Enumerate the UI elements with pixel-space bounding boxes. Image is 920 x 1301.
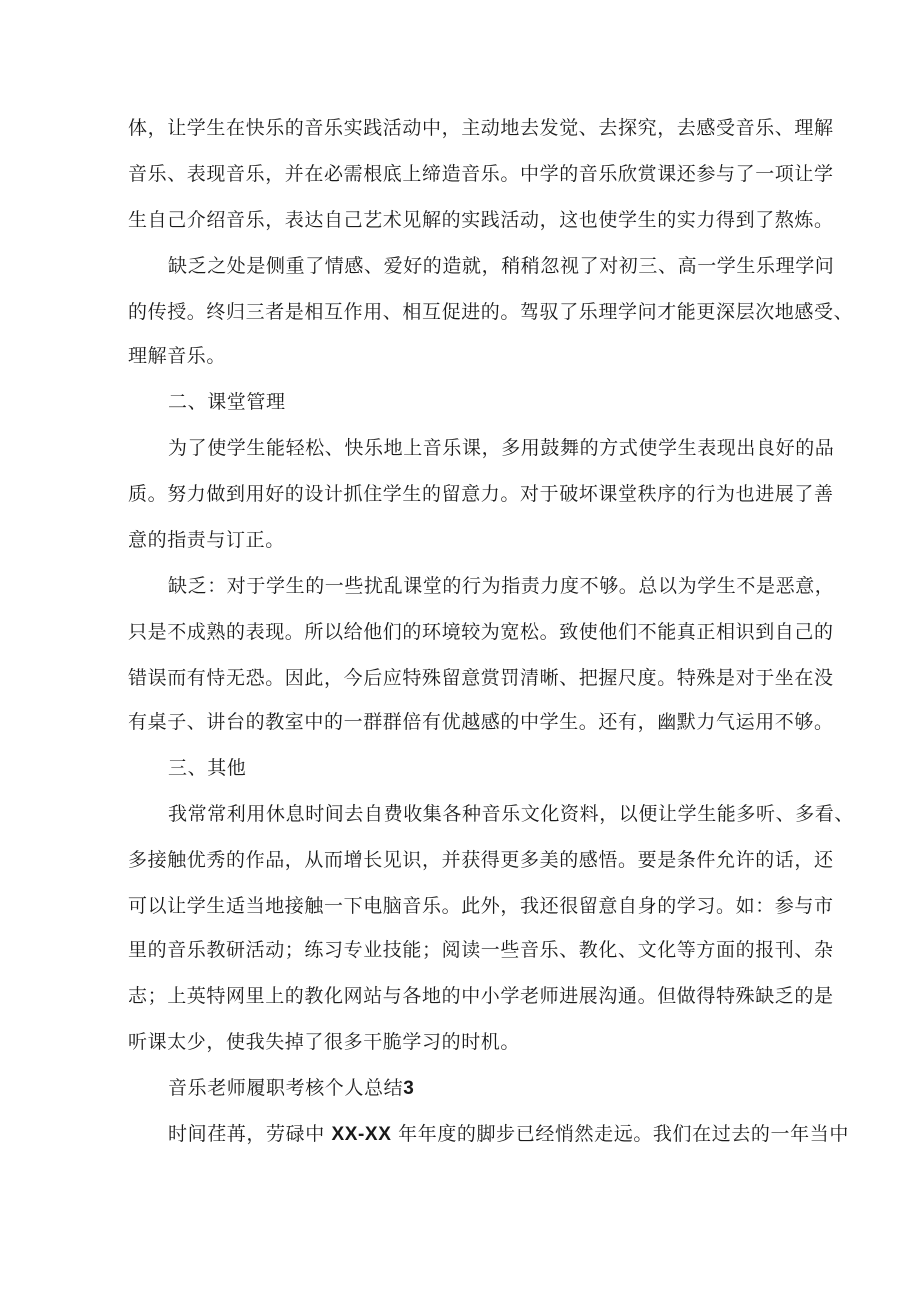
body-line: 只是不成熟的表现。所以给他们的环境较为宽松。致使他们不能真正相识到自己的 — [128, 621, 834, 643]
section-heading-other: 三、其他 — [168, 757, 247, 779]
body-line: 音乐、表现音乐，并在必需根底上缔造音乐。中学的音乐欣赏课还参与了一项让学 — [128, 163, 834, 185]
paragraph-first-line — [168, 1122, 849, 1147]
paragraph-first-line: 为了使学生能轻松、快乐地上音乐课，多用鼓舞的方式使学生表现出良好的品 — [168, 437, 835, 459]
body-line: 可以让学生适当地接触一下电脑音乐。此外，我还很留意自身的学习。如：参与市 — [128, 895, 834, 917]
body-line: 里的音乐教研活动；练习专业技能；阅读一些音乐、教化、文化等方面的报刊、杂 — [128, 939, 834, 961]
paragraph-first-line: 缺乏：对于学生的一些扰乱课堂的行为指责力度不够。总以为学生不是恶意， — [168, 575, 835, 597]
body-line: 多接触优秀的作品，从而增长见识，并获得更多美的感悟。要是条件允许的话，还 — [128, 849, 834, 871]
body-line: 的传授。终归三者是相互作用、相互促进的。驾驭了乐理学问才能更深层次地感受、 — [128, 301, 854, 323]
body-line: 有桌子、讲台的教室中的一群群倍有优越感的中学生。还有，幽默力气运用不够。 — [128, 711, 834, 733]
last-line-after: 年年度的脚步已经悄然走远。我们在过去的一年当中 — [391, 1123, 849, 1145]
body-line: 理解音乐。 — [128, 345, 227, 367]
body-line: 生自己介绍音乐，表达自己艺术见解的实践活动，这也使学生的实力得到了熬炼。 — [128, 209, 834, 231]
body-line: 意的指责与订正。 — [128, 529, 285, 551]
last-line-before: 时间荏苒，劳碌中 — [168, 1123, 332, 1145]
paragraph-first-line: 我常常利用休息时间去自费收集各种音乐文化资料，以便让学生能多听、多看、 — [168, 803, 855, 825]
year-placeholder: XX-XX — [331, 1124, 392, 1145]
body-line: 体，让学生在快乐的音乐实践活动中，主动地去发觉、去探究，去感受音乐、理解 — [128, 117, 834, 139]
article-heading — [168, 1076, 414, 1101]
body-line: 听课太少，使我失掉了很多干脆学习的时机。 — [128, 1031, 521, 1053]
section-heading-classroom: 二、课堂管理 — [168, 391, 286, 413]
body-line: 志；上英特网里上的教化网站与各地的中小学老师进展沟通。但做得特殊缺乏的是 — [128, 985, 834, 1007]
body-line: 质。努力做到用好的设计抓住学生的留意力。对于破坏课堂秩序的行为也进展了善 — [128, 483, 834, 505]
article-heading-number: 3 — [403, 1078, 415, 1099]
body-line: 错误而有恃无恐。因此，今后应特殊留意赏罚清晰、把握尺度。特殊是对于坐在没 — [128, 667, 834, 689]
article-heading-title: 音乐老师履职考核个人总结 — [168, 1077, 404, 1099]
paragraph-first-line: 缺乏之处是侧重了情感、爱好的造就，稍稍忽视了对初三、高一学生乐理学问 — [168, 255, 835, 277]
